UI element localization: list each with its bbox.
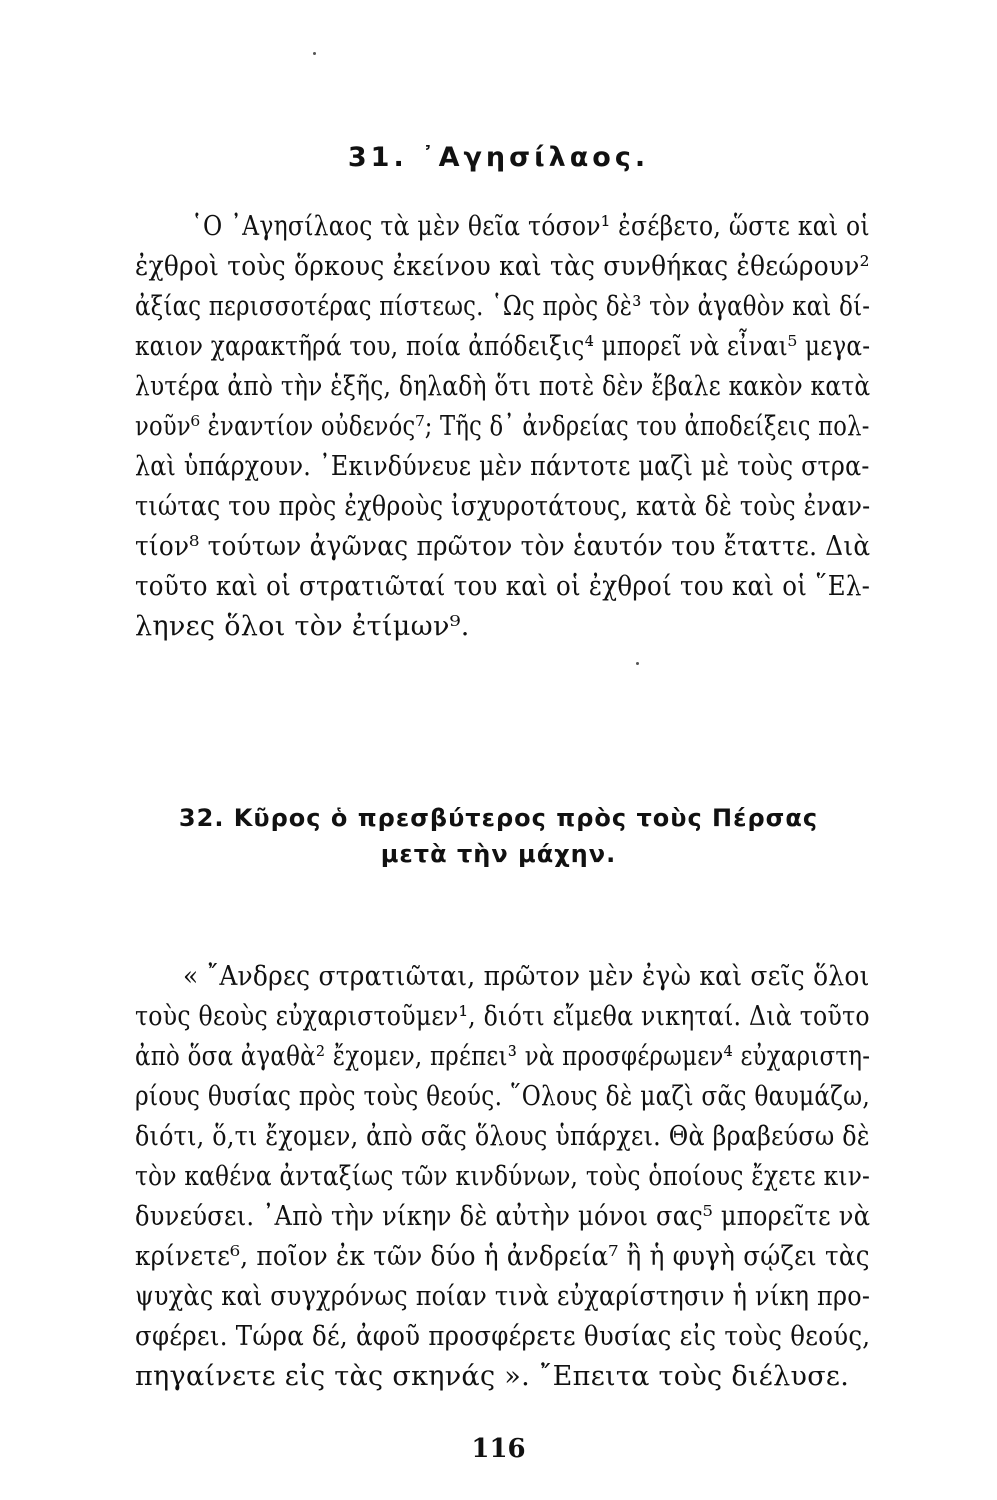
- section-32-heading-line-1: 32. Κῦρος ὁ πρεσβύτερος πρὸς τοὺς Πέρσας: [178, 804, 819, 832]
- paragraph-line: ψυχὰς καὶ συγχρόνως ποίαν τινὰ εὐχαρίστησιν ἡ νίκη προ-: [135, 1281, 871, 1312]
- paragraph-line: κρίνετε⁶, ποῖον ἐκ τῶν δύο ἡ ἀνδρεία⁷ ἢ ἡ φυγὴ σῴζει τὰς: [135, 1241, 870, 1272]
- paragraph-line: ρίους θυσίας πρὸς τοὺς θεούς. ῞Ολους δὲ μαζὶ σᾶς θαυμάζω,: [135, 1081, 871, 1112]
- print-speck: [313, 52, 316, 55]
- paragraph-line: τὸν καθένα ἀνταξίως τῶν κινδύνων, τοὺς ὁποίους ἔχετε κιν-: [135, 1161, 871, 1192]
- paragraph-line: δυνεύσει. ᾿Απὸ τὴν νίκην δὲ αὐτὴν μόνοι σας⁵ μπορεῖτε νὰ: [135, 1201, 871, 1232]
- paragraph-line: ἀπὸ ὅσα ἀγαθὰ² ἔχομεν, πρέπει³ νὰ προσφέρωμεν⁴ εὐχαριστη-: [135, 1041, 871, 1072]
- paragraph-line: καιον χαρακτῆρά του, ποία ἀπόδειξις⁴ μπορεῖ νὰ εἶναι⁵ μεγα-: [135, 331, 871, 362]
- paragraph-line: τοὺς θεοὺς εὐχαριστοῦμεν¹, διότι εἴμεθα νικηταί. Διὰ τοῦτο: [135, 1001, 870, 1032]
- paragraph-line: « ῎Ανδρες στρατιῶται, πρῶτον μὲν ἐγὼ καὶ σεῖς ὅλοι: [183, 961, 870, 992]
- print-speck: [636, 662, 639, 665]
- paragraph-line: πηγαίνετε εἰς τὰς σκηνάς ». ῎Επειτα τοὺς διέλυσε.: [135, 1361, 850, 1392]
- paragraph-line: λαὶ ὑπάρχουν. ᾿Εκινδύνευε μὲν πάντοτε μαζὶ μὲ τοὺς στρα-: [135, 451, 870, 482]
- page-number: 116: [471, 1434, 526, 1464]
- section-32-paragraph: [135, 958, 870, 1398]
- paragraph-line: τοῦτο καὶ οἱ στρατιῶταί του καὶ οἱ ἐχθροί του καὶ οἱ ῞Ελ-: [135, 571, 871, 602]
- paragraph-line: ἐχθροὶ τοὺς ὅρκους ἐκείνου καὶ τὰς συνθήκας ἐθεώρουν²: [135, 251, 870, 282]
- paragraph-line: διότι, ὅ,τι ἔχομεν, ἀπὸ σᾶς ὅλους ὑπάρχει. Θὰ βραβεύσω δὲ: [135, 1121, 870, 1152]
- section-31-heading: 31. ᾿Αγησίλαος.: [347, 142, 650, 173]
- section-31-paragraph: [135, 208, 870, 648]
- paragraph-line: τίον⁸ τούτων ἀγῶνας πρῶτον τὸν ἑαυτόν του ἔταττε. Διὰ: [135, 531, 871, 562]
- section-32-heading-line-2: μετὰ τὴν μάχην.: [380, 840, 617, 868]
- paragraph-line: νοῦν⁶ ἐναντίον οὐδενός⁷; Τῆς δ᾿ ἀνδρείας του ἀποδείξεις πολ-: [135, 411, 870, 442]
- section-32-heading: [0, 800, 997, 872]
- paragraph-line: ἀξίας περισσοτέρας πίστεως. ῾Ως πρὸς δὲ³ τὸν ἀγαθὸν καὶ δί-: [135, 291, 871, 322]
- paragraph-line: σφέρει. Τώρα δέ, ἀφοῦ προσφέρετε θυσίας εἰς τοὺς θεούς,: [135, 1321, 871, 1352]
- paragraph-line: ληνες ὅλοι τὸν ἐτίμων⁹.: [135, 611, 470, 642]
- paragraph-line: ῾Ο ᾿Αγησίλαος τὰ μὲν θεῖα τόσον¹ ἐσέβετο, ὥστε καὶ οἱ: [191, 211, 870, 242]
- paragraph-line: τιώτας του πρὸς ἐχθροὺς ἰσχυροτάτους, κατὰ δὲ τοὺς ἐναν-: [135, 491, 871, 522]
- paragraph-line: λυτέρα ἀπὸ τὴν ἑξῆς, δηλαδὴ ὅτι ποτὲ δὲν ἔβαλε κακὸν κατὰ: [135, 371, 871, 402]
